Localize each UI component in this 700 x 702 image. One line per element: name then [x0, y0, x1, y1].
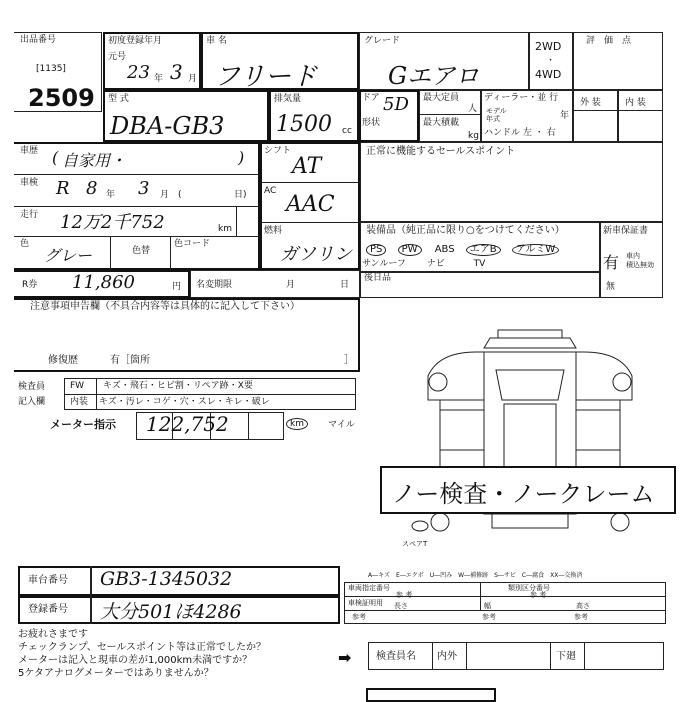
inspection-year: 8: [86, 178, 98, 199]
warranty-yes: 有: [603, 253, 620, 272]
name-change-label: 名変期限: [196, 280, 233, 290]
equip-sunroof: サンルーフ: [362, 259, 406, 269]
load-unit: kg: [468, 131, 479, 141]
registration-label: 登録番号: [28, 604, 68, 615]
history-value: 自家用・: [62, 151, 127, 170]
equip-pw: PW: [398, 244, 422, 256]
aftermarket-label: 後日品: [364, 273, 392, 283]
fuel-label: 燃料: [264, 226, 283, 236]
checker-wear: スレ・キレ: [197, 397, 243, 407]
lot-number-label: 出品番号: [20, 35, 57, 45]
drive-dot: ・: [546, 56, 556, 66]
equip-alloy: アルミW: [512, 244, 560, 256]
model: DBA-GB3: [110, 112, 225, 140]
checker-scratch: キズ: [102, 381, 121, 391]
length-reference: 参考: [352, 613, 366, 621]
drive-2wd: 2WD: [535, 40, 562, 53]
inside-outside-label: 内外: [437, 651, 457, 662]
warranty-no: 無: [606, 282, 616, 292]
damage-legend: A―キズ E―エクボ U―凹み W―補修跡 S―サビ C―腐食 XX―交換済: [368, 572, 583, 579]
chassis-label: 車台番号: [28, 575, 68, 586]
displacement: 1500: [276, 112, 332, 137]
checker-label-1: 検査員: [18, 382, 46, 392]
shape-label: 形状: [362, 118, 381, 128]
mileage-unit: km: [218, 224, 232, 234]
aftermarket-box: [360, 272, 600, 298]
score-label: 評 価 点: [586, 36, 632, 46]
grade: Gエアロ: [388, 62, 480, 90]
checker-stone: 飛石: [129, 381, 148, 391]
year-unit: 年: [154, 74, 164, 84]
designation-label: 車両指定番号: [348, 584, 390, 592]
checker-dirt: キズ・汚レ: [98, 397, 144, 407]
category-reference: 参 考: [530, 591, 547, 599]
lower-label: 下廻: [556, 651, 576, 662]
capacity-unit: 人: [468, 104, 478, 114]
recycle-label: R券: [22, 280, 38, 290]
equip-tv: TV: [473, 259, 486, 269]
cert-label: 車検証明用: [348, 599, 383, 607]
spare-tire-label: スペアT: [402, 540, 428, 548]
mileage-label: 走行: [20, 210, 39, 220]
no-claim-stamp-text: ノー検査・ノークレーム: [392, 480, 655, 508]
car-diagram: [380, 300, 680, 560]
history-paren-close: ): [238, 148, 245, 167]
length-label: 長さ: [394, 602, 408, 610]
equipment-row-1: [366, 244, 559, 256]
category-label: 類別区分番号: [508, 584, 550, 592]
warranty-sub-2: 積込無効: [626, 261, 654, 269]
name-change-month: 月: [286, 280, 296, 290]
checker-burn: コゲ・穴: [152, 397, 189, 407]
meter-unit-km: [286, 418, 308, 430]
warranty-label: 新車保証書: [603, 226, 649, 236]
dealer-label: ディーラー・並 行: [484, 93, 559, 103]
ac: AAC: [286, 192, 335, 217]
registration-number: 大分501ほ4286: [100, 601, 242, 623]
interior-label: 内 装: [625, 98, 646, 108]
equip-abs: ABS: [434, 244, 455, 255]
name-change-day: 日: [340, 280, 350, 290]
checker-crack: ヒビ割: [156, 381, 184, 391]
first-registration-label: 初度登録年月: [108, 36, 163, 46]
mileage-value: 12万2千752: [60, 212, 165, 233]
equip-ps: PS: [366, 244, 386, 256]
repair-close: ］: [344, 355, 354, 366]
model-year-label: モデル: [486, 107, 507, 115]
equip-navi: ナビ: [426, 259, 445, 269]
recycle-value: 11,860: [72, 272, 135, 293]
height-reference: 参考: [574, 613, 588, 621]
meter-label: メーター指示: [50, 418, 116, 431]
checker-needs: X要: [237, 381, 253, 391]
model-year-unit: 年: [560, 111, 570, 121]
color-change-label: 色替: [132, 246, 151, 256]
footer-line-4: 5ケタアナログメーターではありませんか？: [18, 668, 214, 679]
height-label: 高さ: [576, 602, 590, 610]
load-label: 最大積載: [423, 118, 460, 128]
notes-label: 注意事項申告欄（不具合内容等は具体的に記入して下さい）: [30, 301, 300, 312]
era-label: 元号: [108, 52, 127, 62]
inspector-label: 検査員名: [376, 651, 416, 662]
car-name-label: 車 名: [206, 36, 227, 46]
door: 5D: [383, 94, 409, 115]
lot-number-small: [1135]: [36, 64, 66, 74]
history-label: 車歴: [20, 146, 39, 156]
repair-label: 修復歴: [48, 355, 78, 366]
color-label: 色: [20, 239, 30, 249]
repair-value: 有［箇所: [110, 355, 150, 366]
displacement-label: 排気量: [274, 94, 302, 104]
arrow-icon: ➡: [338, 648, 352, 667]
footer-line-3: メーターは記入と現車の差が1,000km未満ですか？: [18, 655, 253, 666]
inspection-label: 車検: [20, 178, 39, 188]
drive-4wd: 4WD: [535, 68, 562, 81]
displacement-unit: cc: [342, 126, 352, 136]
spec-table: [344, 582, 666, 624]
width-reference: 参考: [482, 613, 496, 621]
inspection-year-unit: 年: [106, 190, 116, 200]
equip-airbag: エアB: [466, 244, 501, 256]
capacity-label: 最大定員: [423, 93, 460, 103]
checker-row-2: 内装 キズ・汚レ・コゲ・穴・スレ・キレ・破レ: [70, 397, 270, 407]
footer-line-1: お疲れさまです: [18, 629, 88, 640]
meter-km-circled: km: [286, 418, 308, 430]
equipment-label: 装備品（純正品に限り○をつけてください）: [366, 225, 565, 236]
checker-label-2: 記入欄: [18, 397, 46, 407]
color-value: グレー: [44, 246, 93, 265]
model-year-label-2: 年式: [486, 115, 500, 123]
ac-label: AC: [264, 186, 277, 196]
handle-label: ハンドル 左 ・ 右: [484, 128, 556, 138]
width-label: 幅: [484, 602, 491, 610]
history-paren-open: (: [52, 148, 59, 167]
checker-tear: 破レ: [251, 397, 270, 407]
inspection-paren-open: (: [178, 190, 182, 200]
first-registration-month: 3: [170, 60, 183, 84]
model-label: 型 式: [108, 94, 129, 104]
inspection-month: 3: [138, 178, 150, 199]
inspection-month-unit: 月: [160, 190, 170, 200]
exterior-label: 外 装: [580, 98, 601, 108]
checker-fw: FW: [70, 381, 85, 391]
shift-label: シフト: [264, 146, 292, 156]
first-registration-year: 23: [127, 62, 150, 83]
equipment-row-2: [362, 259, 485, 269]
checker-row-1: FW キズ・飛石・ヒビ割・リペア跡・X要: [70, 381, 253, 391]
month-unit: 月: [188, 74, 198, 84]
grade-label: グレード: [364, 36, 401, 46]
door-label: ドア: [362, 93, 380, 103]
checker-interior: 内装: [70, 397, 89, 407]
color-code-label: 色コード: [174, 239, 211, 249]
inspection-day-unit: 日): [234, 190, 247, 200]
recycle-unit: 円: [172, 282, 182, 292]
chassis-number: GB3-1345032: [100, 568, 233, 590]
inspection-era: R: [56, 178, 70, 199]
checker-repair: リペア跡: [192, 381, 229, 391]
designation-reference: 参 考: [396, 591, 413, 599]
fuel: ガソリン: [280, 244, 352, 265]
meter-unit-mile: マイル: [328, 420, 355, 430]
warranty-sub-1: 車内: [626, 252, 640, 260]
lot-number: 2509: [28, 84, 95, 112]
car-name: フリード: [214, 62, 317, 92]
selling-points-label: 正常に機能するセールスポイント: [366, 146, 516, 157]
shift: AT: [292, 154, 322, 179]
footer-line-2: チェックランプ、セールスポイント等は正常でしたか？: [18, 642, 266, 653]
meter-value: 122,752: [146, 412, 229, 436]
